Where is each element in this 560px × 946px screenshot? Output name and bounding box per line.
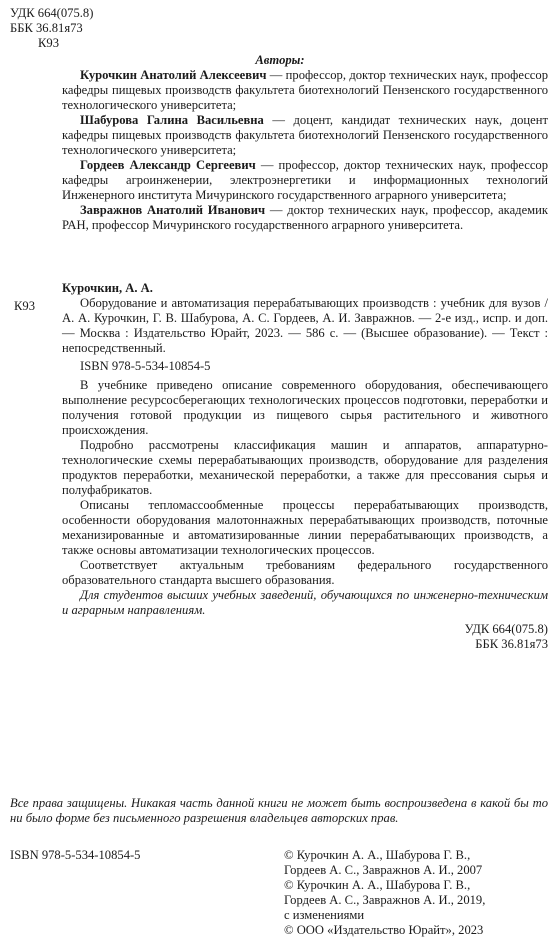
annotation-paragraph: Соответствует актуальным требованиям федерального государственного образовательного стандарта высшего образования. [62,558,548,587]
authors-heading: Авторы: [255,53,305,67]
author-entry [62,113,548,158]
bbk-code: ББК 36.81я73 [10,21,83,35]
biblio-description: Оборудование и автоматизация перерабатывающих производств : учебник для вузов / А. А. Курочкин, Г. В. Шабурова, А. С. Гордеев, А. И. Завражнов. — 2-е изд., испр. и доп. — Москва : Издательство Юрайт, 2023. — 586 с. — (Высшее образование). — Текст : непосредственный. [62,296,548,355]
author-name: Курочкин Анатолий Алексеевич [80,68,267,82]
copyright-line: © Курочкин А. А., Шабурова Г. В., [284,848,471,862]
copyright-line: © Курочкин А. А., Шабурова Г. В., [284,878,471,892]
bbk-code: ББК 36.81я73 [475,637,548,651]
copyright-line: © ООО «Издательство Юрайт», 2023 [284,923,484,937]
bibliographic-record [62,281,548,618]
author-description: — доцент, кандидат технических наук, доцент кафедры пищевых производств факультета биотехнологий Пензенского государственного технологического университета; [62,113,548,157]
author-entry [62,158,548,203]
annotation-paragraph: В учебнике приведено описание современного оборудования, обеспечивающего выполнение ресурсосберегающих технологических процессов подготовки, переработки и получения готовой продукции из пищевого сырья растительного и животного происхождения. [62,378,548,437]
side-author-mark: К93 [14,299,35,313]
udk-code: УДК 664(075.8) [464,622,548,636]
annotation-audience: Для студентов высших учебных заведений, обучающихся по инженерно-техническим и аграрным направлениям. [62,588,548,617]
copyright-block [284,848,554,938]
author-name: Шабурова Галина Васильевна [80,113,264,127]
udk-code: УДК 664(075.8) [10,6,94,20]
author-entry [62,68,548,113]
annotation [62,378,548,618]
author-description: — профессор, доктор технических наук, профессор кафедры агроинженерии, электроэнергетики и информационных технологий Инженерного института Мичуринского государственного аграрного университета; [62,158,548,202]
footer-isbn: ISBN 978-5-534-10854-5 [10,848,141,862]
biblio-author: Курочкин, А. А. [62,281,153,295]
author-name: Завражнов Анатолий Иванович [80,203,266,217]
author-name: Гордеев Александр Сергеевич [80,158,256,172]
copyright-line: с изменениями [284,908,365,922]
authors-list [62,68,548,233]
udk-header [10,6,93,51]
annotation-paragraph: Описаны тепломассообменные процессы перерабатывающих производств, особенности оборудования малотоннажных перерабатывающих производств, поточные механизированные и автоматизированные линии перерабатывающих производств, а также основы автоматизации технологических процессов. [62,498,548,557]
author-entry [62,203,548,233]
annotation-paragraph: Подробно рассмотрены классификация машин и аппаратов, аппаратурно-технологические схемы перерабатывающих производств, оборудование для разделения продуктов переработки, механической переработки, а также для прессования сырья и полуфабрикатов. [62,438,548,497]
copyright-line: Гордеев А. С., Завражнов А. И., 2019, [284,893,486,907]
author-description: — профессор, доктор технических наук, профессор кафедры пищевых производств факультета биотехнологий Пензенского государственного технологического университета; [62,68,548,112]
copyright-line: Гордеев А. С., Завражнов А. И., 2007 [284,863,483,877]
rights-notice: Все права защищены. Никакая часть данной книги не может быть воспроизведена в какой бы то ни было форме без письменного разрешения владельцев авторских прав. [10,796,548,825]
author-mark: К93 [38,36,59,50]
author-description: — доктор технических наук, профессор, академик РАН, профессор Мичуринского государственного аграрного университета. [62,203,548,232]
biblio-isbn: ISBN 978-5-534-10854-5 [80,359,211,373]
udk-footer [465,622,548,652]
